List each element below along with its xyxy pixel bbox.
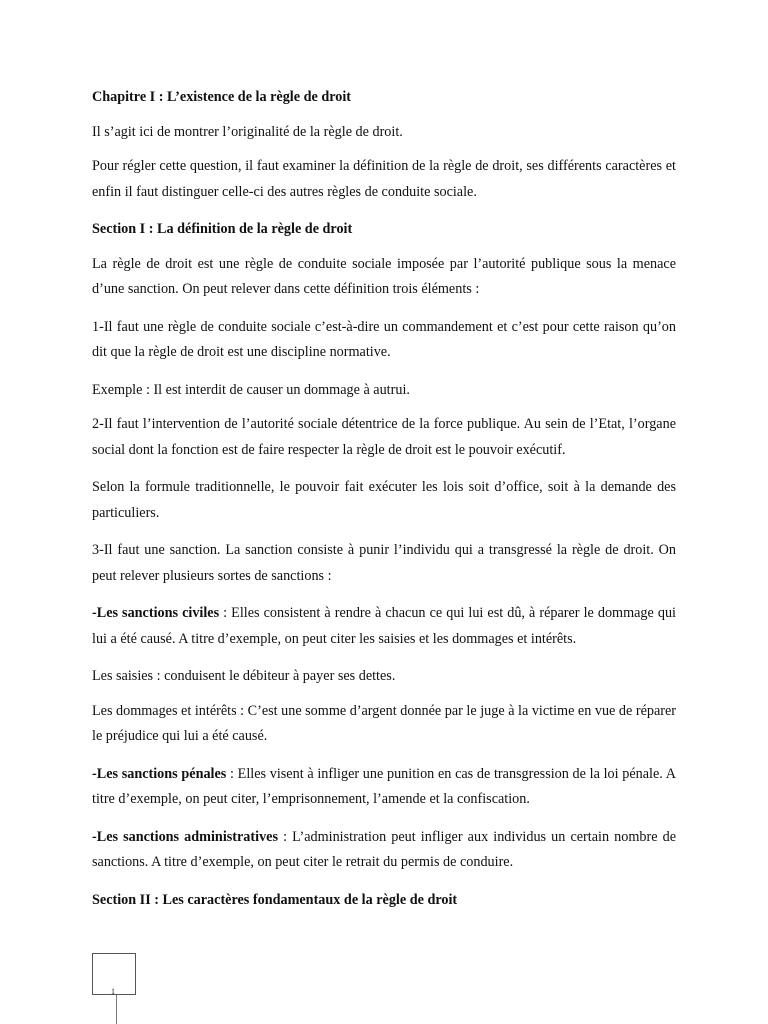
administrative-sanctions-text: : L’administration peut infliger aux individus un certain nombre de sanctions. A titre d’exemple, on peut citer le retrait du permis de conduire. xyxy=(92,828,676,870)
element-1-paragraph: 1-Il faut une règle de conduite sociale c’est-à-dire un commandement et c’est pour cette raison qu’on dit que la règle de droit est une discipline normative. xyxy=(92,318,676,360)
damages-paragraph: Les dommages et intérêts : C’est une somme d’argent donnée par le juge à la victime en vue de réparer le préjudice qui lui a été causé. xyxy=(92,702,676,744)
example-paragraph: Exemple : Il est interdit de causer un dommage à autrui. xyxy=(92,381,410,398)
page-number-line xyxy=(116,995,117,1024)
definition-paragraph: La règle de droit est une règle de conduite sociale imposée par l’autorité publique sous la menace d’une sanction. On peut relever dans cette définition trois éléments : xyxy=(92,255,676,297)
penal-sanctions-text: : Elles visent à infliger une punition en cas de transgression de la loi pénale. A titre d’exemple, on peut citer, l’emprisonnement, l’amende et la confiscation. xyxy=(92,765,676,807)
saisies-paragraph: Les saisies : conduisent le débiteur à payer ses dettes. xyxy=(92,668,396,684)
penal-sanctions-label: -Les sanctions pénales xyxy=(92,765,227,782)
element-2-paragraph: 2-Il faut l’intervention de l’autorité sociale détentrice de la force publique. Au sein de l’Etat, l’organe social dont la fonction est de faire respecter la règle de droit est le pouvoir exécutif. xyxy=(92,416,676,458)
intro-paragraph: Il s’agit ici de montrer l’originalité de la règle de droit. xyxy=(92,123,403,140)
chapter-title: Chapitre I : L’existence de la règle de droit xyxy=(92,89,352,105)
civil-sanctions-paragraph xyxy=(92,601,676,652)
section-1-title: Section I : La définition de la règle de droit xyxy=(92,221,353,237)
penal-sanctions-paragraph xyxy=(92,762,676,813)
civil-sanctions-text: : Elles consistent à rendre à chacun ce qui lui est dû, à réparer le dommage qui lui a été causé. A titre d’exemple, on peut citer les saisies et les dommages et intérêts. xyxy=(92,605,676,647)
page-number: 1 xyxy=(111,987,115,996)
civil-sanctions-label: -Les sanctions civiles xyxy=(92,605,220,621)
element-3-paragraph: 3-Il faut une sanction. La sanction consiste à punir l’individu qui a transgressé la règle de droit. On peut relever plusieurs sortes de sanctions : xyxy=(92,542,676,584)
administrative-sanctions-paragraph xyxy=(92,825,676,876)
document-body xyxy=(92,85,676,922)
section-2-title: Section II : Les caractères fondamentaux de la règle de droit xyxy=(92,891,458,908)
administrative-sanctions-label: -Les sanctions administratives xyxy=(92,828,278,845)
plan-paragraph: Pour régler cette question, il faut examiner la définition de la règle de droit, ses différents caractères et enfin il faut distinguer celle-ci des autres règles de conduite sociale. xyxy=(92,158,676,200)
formula-paragraph: Selon la formule traditionnelle, le pouvoir fait exécuter les lois soit d’office, soit à la demande des particuliers. xyxy=(92,479,676,521)
